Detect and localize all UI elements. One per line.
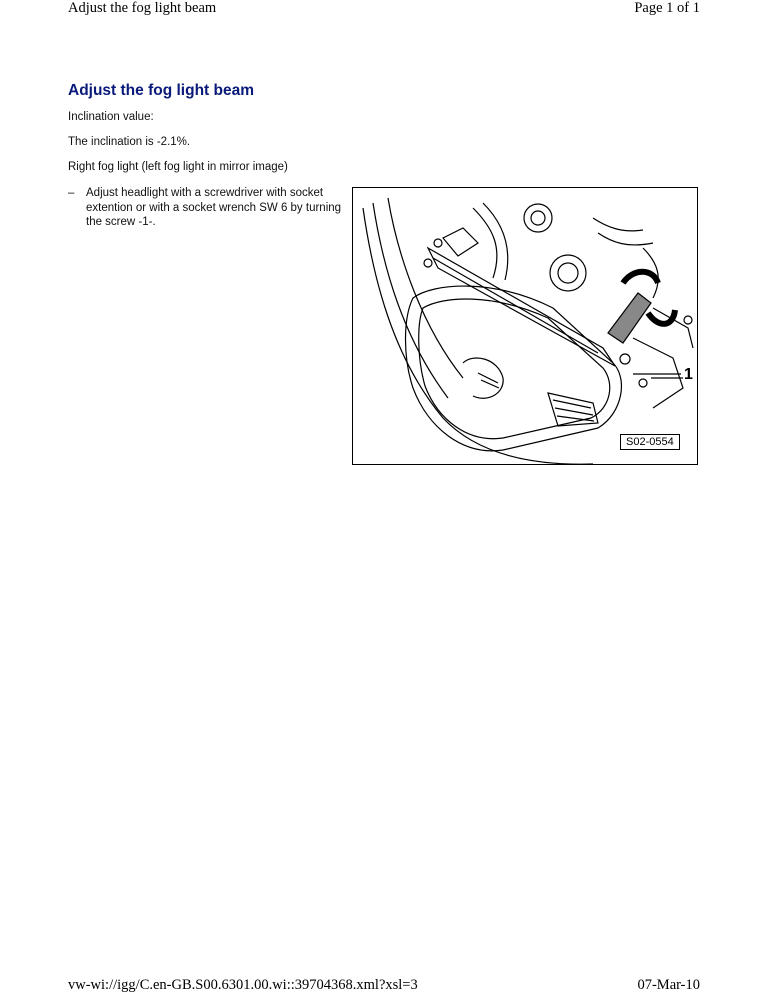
rotation-arrow-right xyxy=(648,310,675,324)
headlight-drawing xyxy=(353,188,698,465)
page-title: Adjust the fog light beam xyxy=(68,82,254,99)
header-title: Adjust the fog light beam xyxy=(68,0,217,16)
figure-code: S02-0554 xyxy=(620,434,680,450)
callout-1: 1 xyxy=(684,366,693,383)
header-page-number: Page 1 of 1 xyxy=(634,0,700,16)
inclination-value: The inclination is -2.1%. xyxy=(68,136,191,148)
instruction-step xyxy=(68,186,352,230)
footer-date: 07-Mar-10 xyxy=(637,977,700,993)
inclination-label: Inclination value: xyxy=(68,111,154,123)
trim-strip xyxy=(428,248,615,366)
step-text: Adjust headlight with a screwdriver with socket extention or with a socket wrench SW 6 by turning the screw -1-. xyxy=(86,187,342,228)
footer-source: vw-wi://igg/C.en-GB.S00.6301.00.wi::39704368.xml?xsl=3 xyxy=(68,977,418,993)
side-note: Right fog light (left fog light in mirror image) xyxy=(68,161,288,173)
socket-wrench xyxy=(608,293,651,343)
step-dash: – xyxy=(68,187,75,199)
headlight-illustration xyxy=(352,187,698,465)
rotation-arrow-left xyxy=(623,272,658,283)
headlight-housing xyxy=(406,286,622,451)
